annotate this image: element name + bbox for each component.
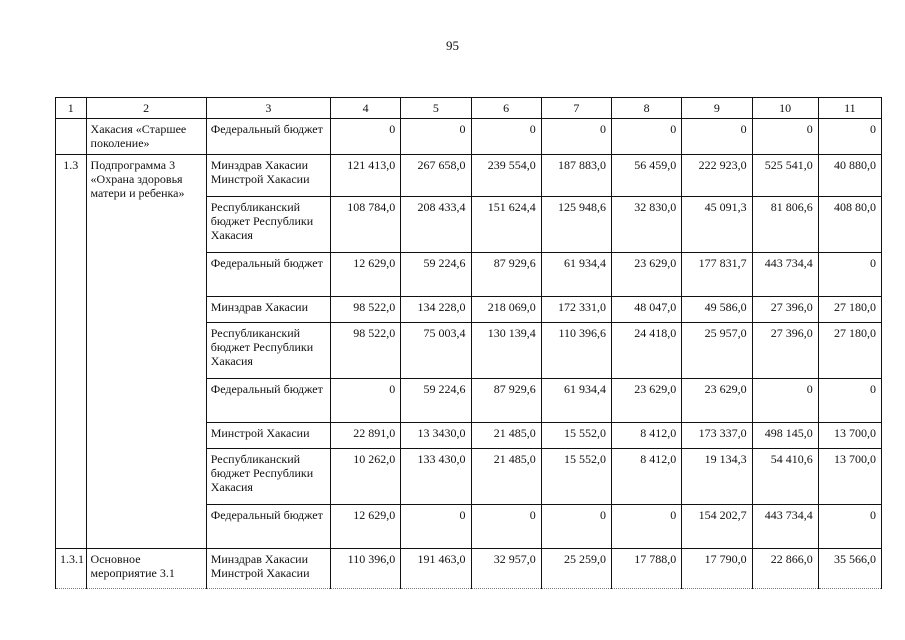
value-cell: 25 957,0: [682, 323, 752, 379]
value-cell: 23 629,0: [612, 379, 682, 423]
value-cell: 23 629,0: [612, 253, 682, 297]
funding-source: Федеральный бюджет: [206, 253, 330, 297]
header-cell: 7: [541, 98, 611, 119]
value-cell: 27 180,0: [818, 297, 881, 323]
value-cell: 22 866,0: [752, 549, 818, 589]
section-index: 1.3: [56, 155, 87, 549]
value-cell: 24 418,0: [612, 323, 682, 379]
value-cell: 49 586,0: [682, 297, 752, 323]
section-index: 1.3.1: [56, 549, 87, 589]
value-cell: 17 788,0: [612, 549, 682, 589]
value-cell: 0: [818, 505, 881, 549]
value-cell: 40 880,0: [818, 155, 881, 197]
funding-source: Федеральный бюджет: [206, 119, 330, 155]
value-cell: 0: [612, 119, 682, 155]
funding-source: Минздрав Хакасии: [206, 297, 330, 323]
header-cell: 2: [86, 98, 206, 119]
value-cell: 61 934,4: [541, 379, 611, 423]
table-body: [56, 119, 882, 589]
value-cell: 0: [471, 505, 541, 549]
value-cell: 133 430,0: [401, 449, 471, 505]
value-cell: 22 891,0: [330, 423, 400, 449]
header-cell: 1: [56, 98, 87, 119]
value-cell: 15 552,0: [541, 423, 611, 449]
funding-source: Минздрав Хакасии Минстрой Хакасии: [206, 155, 330, 197]
value-cell: 45 091,3: [682, 197, 752, 253]
value-cell: 13 700,0: [818, 423, 881, 449]
value-cell: 130 139,4: [471, 323, 541, 379]
value-cell: 0: [401, 505, 471, 549]
value-cell: 48 047,0: [612, 297, 682, 323]
value-cell: 0: [818, 253, 881, 297]
value-cell: 87 929,6: [471, 253, 541, 297]
table-row: [56, 119, 882, 155]
header-cell: 5: [401, 98, 471, 119]
value-cell: 8 412,0: [612, 423, 682, 449]
value-cell: 498 145,0: [752, 423, 818, 449]
value-cell: 0: [752, 379, 818, 423]
value-cell: 177 831,7: [682, 253, 752, 297]
value-cell: 0: [541, 119, 611, 155]
value-cell: 59 224,6: [401, 253, 471, 297]
value-cell: 0: [401, 119, 471, 155]
header-cell: 9: [682, 98, 752, 119]
value-cell: 0: [682, 119, 752, 155]
value-cell: 98 522,0: [330, 297, 400, 323]
value-cell: 0: [330, 119, 400, 155]
value-cell: 13 700,0: [818, 449, 881, 505]
value-cell: 208 433,4: [401, 197, 471, 253]
value-cell: 267 658,0: [401, 155, 471, 197]
header-cell: 4: [330, 98, 400, 119]
value-cell: 110 396,6: [541, 323, 611, 379]
table-row: [56, 155, 882, 197]
page-number: 95: [446, 38, 459, 53]
value-cell: 59 224,6: [401, 379, 471, 423]
value-cell: 218 069,0: [471, 297, 541, 323]
value-cell: 27 180,0: [818, 323, 881, 379]
row-index: [56, 119, 87, 155]
funding-source: Республиканский бюджет Республики Хакасия: [206, 197, 330, 253]
value-cell: 0: [612, 505, 682, 549]
value-cell: 408 80,0: [818, 197, 881, 253]
funding-source: Республиканский бюджет Республики Хакасия: [206, 323, 330, 379]
header-cell: 8: [612, 98, 682, 119]
section-title: Основное мероприятие 3.1: [86, 549, 206, 589]
value-cell: 75 003,4: [401, 323, 471, 379]
value-cell: 125 948,6: [541, 197, 611, 253]
value-cell: 56 459,0: [612, 155, 682, 197]
value-cell: 0: [818, 119, 881, 155]
value-cell: 0: [541, 505, 611, 549]
value-cell: 222 923,0: [682, 155, 752, 197]
value-cell: 32 957,0: [471, 549, 541, 589]
value-cell: 21 485,0: [471, 449, 541, 505]
value-cell: 81 806,6: [752, 197, 818, 253]
value-cell: 187 883,0: [541, 155, 611, 197]
value-cell: 239 554,0: [471, 155, 541, 197]
funding-source: Федеральный бюджет: [206, 379, 330, 423]
value-cell: 32 830,0: [612, 197, 682, 253]
value-cell: 25 259,0: [541, 549, 611, 589]
value-cell: 17 790,0: [682, 549, 752, 589]
value-cell: 98 522,0: [330, 323, 400, 379]
value-cell: 13 3430,0: [401, 423, 471, 449]
value-cell: 108 784,0: [330, 197, 400, 253]
value-cell: 134 228,0: [401, 297, 471, 323]
funding-source: Минздрав Хакасии Минстрой Хакасии: [206, 549, 330, 589]
value-cell: 172 331,0: [541, 297, 611, 323]
value-cell: 87 929,6: [471, 379, 541, 423]
value-cell: 151 624,4: [471, 197, 541, 253]
value-cell: 23 629,0: [682, 379, 752, 423]
value-cell: 173 337,0: [682, 423, 752, 449]
value-cell: 61 934,4: [541, 253, 611, 297]
header-cell: 10: [752, 98, 818, 119]
header-cell: 6: [471, 98, 541, 119]
value-cell: 8 412,0: [612, 449, 682, 505]
budget-table: [55, 97, 882, 589]
value-cell: 19 134,3: [682, 449, 752, 505]
value-cell: 27 396,0: [752, 297, 818, 323]
value-cell: 0: [471, 119, 541, 155]
value-cell: 121 413,0: [330, 155, 400, 197]
value-cell: 0: [818, 379, 881, 423]
table-row: [56, 549, 882, 589]
value-cell: 27 396,0: [752, 323, 818, 379]
funding-source: Федеральный бюджет: [206, 505, 330, 549]
value-cell: 110 396,0: [330, 549, 400, 589]
value-cell: 0: [752, 119, 818, 155]
section-title: Подпрограмма 3 «Охрана здоровья матери и ребенка»: [86, 155, 206, 549]
value-cell: 191 463,0: [401, 549, 471, 589]
value-cell: 443 734,4: [752, 253, 818, 297]
funding-source: Республиканский бюджет Республики Хакасия: [206, 449, 330, 505]
value-cell: 10 262,0: [330, 449, 400, 505]
header-cell: 11: [818, 98, 881, 119]
value-cell: 443 734,4: [752, 505, 818, 549]
row-title: Хакасия «Старшее поколение»: [86, 119, 206, 155]
value-cell: 525 541,0: [752, 155, 818, 197]
header-row: [56, 98, 882, 119]
value-cell: 15 552,0: [541, 449, 611, 505]
value-cell: 35 566,0: [818, 549, 881, 589]
funding-source: Минстрой Хакасии: [206, 423, 330, 449]
value-cell: 154 202,7: [682, 505, 752, 549]
value-cell: 12 629,0: [330, 505, 400, 549]
value-cell: 21 485,0: [471, 423, 541, 449]
header-cell: 3: [206, 98, 330, 119]
value-cell: 12 629,0: [330, 253, 400, 297]
value-cell: 0: [330, 379, 400, 423]
value-cell: 54 410,6: [752, 449, 818, 505]
